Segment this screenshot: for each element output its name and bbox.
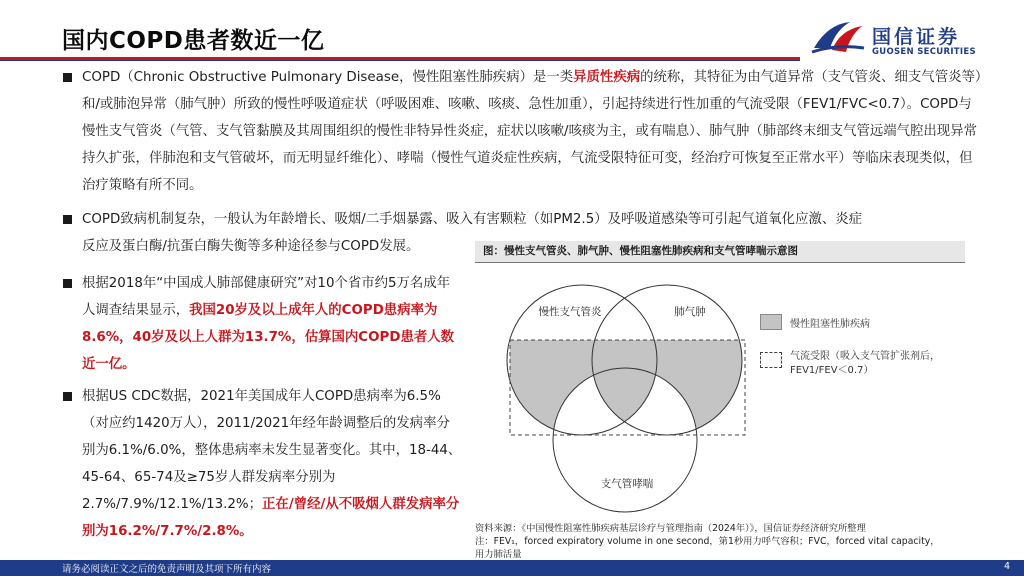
bullet-square-icon	[63, 392, 72, 401]
bullet-text: 反应及蛋白酶/抗蛋白酶失衡等多种途径参与COPD发展。	[82, 239, 420, 254]
label-asthma: 支气管哮喘	[600, 478, 654, 490]
company-logo	[810, 16, 1015, 64]
bullet-us-prevalence	[82, 383, 462, 545]
figure-title: 图：慢性支气管炎、肺气肿、慢性阻塞性肺疾病和支气管哮喘示意图	[475, 241, 965, 262]
page-title: 国内COPD患者数近一亿	[62, 28, 325, 54]
venn-diagram	[475, 265, 965, 520]
source-line: 资料来源：《中国慢性阻塞性肺疾病基层诊疗与管理指南（2024年）》，国信证券经济研究所整理	[475, 523, 866, 534]
bullet-text: 根据2018年“中国成人肺部健康研究”对10个省市约5万名成年人调查结果显示，	[82, 276, 451, 318]
page-number: 4	[1003, 561, 1010, 572]
label-emphysema: 肺气肿	[674, 306, 706, 318]
figure-divider	[475, 262, 965, 263]
highlight-text: 我国20岁及以上成年人的COPD患病率为8.6%，40岁及以上人群为13.7%，估算国内COPD患者人数近一亿。	[82, 303, 455, 372]
legend-label-copd: 慢性阻塞性肺疾病	[790, 319, 870, 330]
bullet-text: COPD致病机制复杂，一般认为年龄增长、吸烟/二手烟暴露、吸入有害颗粒（如PM2.5）及呼吸道感染等可引起气道氧化应激、炎症	[82, 212, 863, 227]
bullet-square-icon	[63, 215, 72, 224]
highlight-text: 正在/曾经/从不吸烟人群发病率分别为16.2%/7.7%/2.8%。	[82, 497, 460, 539]
bullet-text: 的统称，其特征为由气道异常（支气管炎、细支气管炎等）和/或肺泡异常（肺气肿）所致的慢性呼吸道症状（呼吸困难、咳嗽、咳痰、急性加重），引起持续进行性加重的气流受限（FEV1/FVC<0.7）。COPD与慢性支气管炎（气管、支气管黏膜及其周围组织的慢性非特异性炎症，症状以咳嗽/咳痰为主，或有喘息）、肺气肿（肺部终末细支气管远端气腔出现异常持久扩张，伴肺泡和支气管破坏，而无明显纤维化）、哮喘（慢性气道炎症性疾病，气流受限特征可变，经治疗可恢复至正常水平）等临床表现类似，但治疗策略有所不同。	[82, 70, 982, 193]
bullet-text: COPD（Chronic Obstructive Pulmonary Disease，慢性阻塞性肺疾病）是一类	[82, 70, 574, 85]
legend-swatch-airflow	[760, 352, 782, 368]
bullet-square-icon	[63, 279, 72, 288]
bullet-square-icon	[63, 73, 72, 82]
label-bronchitis: 慢性支气管炎	[538, 306, 602, 318]
legend-label-airflow: 气流受限（吸入支气管扩张剂后，FEV1/FEV＜0.7）	[790, 351, 940, 376]
legend-swatch-copd	[760, 314, 782, 330]
source-line: 用力肺活量	[475, 549, 522, 560]
bullet-china-prevalence	[82, 270, 462, 378]
guosen-logo-icon	[810, 18, 866, 58]
title-underline-thin	[0, 60, 800, 61]
bullet-copd-definition	[82, 64, 982, 199]
highlight-text: 异质性疾病	[573, 70, 641, 85]
bullet-text: 根据US CDC数据，2021年美国成年人COPD患病率为6.5%（对应约1420万人），2011/2021年经年龄调整后的发病率分别为6.1%/6.0%，整体患病率未发生显著变化。其中，18-44、45-64、65-74及≥75岁人群发病率分别为2.7%/7.9%/12.1%/13.2%；	[82, 389, 462, 512]
footer-bar	[0, 560, 1024, 576]
logo-english-name: GUOSEN SECURITIES	[872, 47, 976, 57]
logo-chinese-name: 国信证券	[872, 26, 961, 48]
figure-source-note	[475, 522, 975, 561]
footer-disclaimer: 请务必阅读正文之后的免责声明及其项下所有内容	[62, 564, 272, 575]
source-line: 注：FEV₁，forced expiratory volume in one second，第1秒用力呼气容积；FVC，forced vital capacity，	[475, 536, 940, 547]
